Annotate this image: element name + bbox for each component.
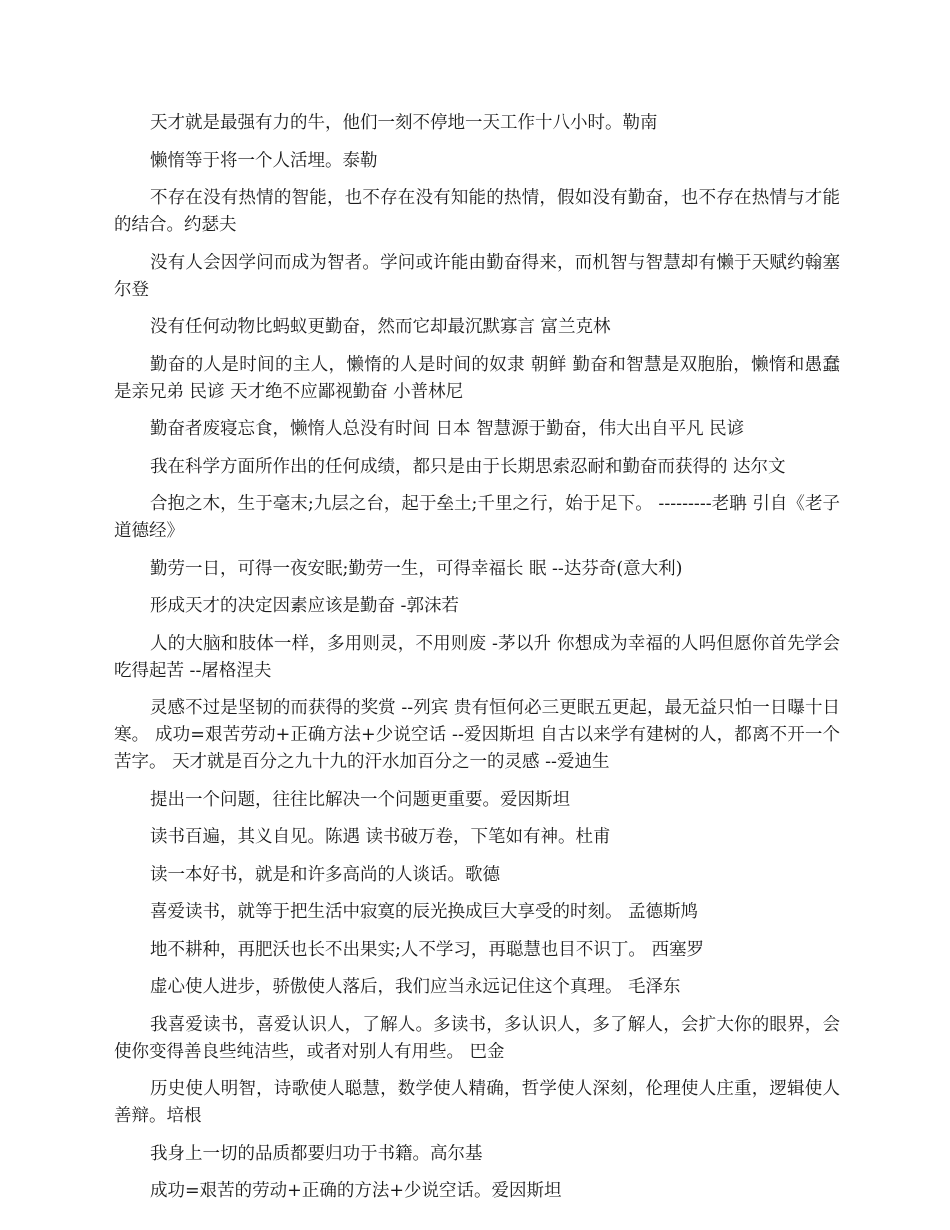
quote-paragraph-23: 成功=艰苦的劳动+正确的方法+少说空话。爱因斯坦 <box>150 1181 562 1201</box>
quote-paragraph-6: 勤奋的人是时间的主人，懒惰的人是时间的奴隶 朝鲜 勤奋和智慧是双胞胎，懒惰和愚蠢是亲兄弟 民谚 天才绝不应鄙视勤奋 小普林尼 <box>114 354 840 402</box>
quote-paragraph-12: 人的大脑和肢体一样，多用则灵，不用则废 -茅以升 你想成为幸福的人吗但愿你首先学会吃得起苦 --屠格涅夫 <box>114 633 840 681</box>
quote-paragraph-8: 我在科学方面所作出的任何成绩，都只是由于长期思索忍耐和勤奋而获得的 达尔文 <box>150 456 786 477</box>
quote-paragraph-7: 勤奋者废寝忘食，懒惰人总没有时间 日本 智慧源于勤奋，伟大出自平凡 民谚 <box>150 419 745 439</box>
quote-paragraph-22: 我身上一切的品质都要归功于书籍。高尔基 <box>150 1143 483 1164</box>
quote-paragraph-5: 没有任何动物比蚂蚁更勤奋，然而它却最沉默寡言 富兰克林 <box>150 317 611 337</box>
quote-paragraph-15: 读书百遍，其义自见。陈遇 读书破万卷，下笔如有神。杜甫 <box>150 827 611 847</box>
quote-paragraph-20: 我喜爱读书，喜爱认识人，了解人。多读书，多认识人，多了解人，会扩大你的眼界，会使你变得善良些纯洁些，或者对别人有用些。 巴金 <box>114 1014 840 1062</box>
quote-paragraph-2: 懒惰等于将一个人活埋。泰勒 <box>150 150 378 171</box>
quote-paragraph-13: 灵感不过是坚韧的而获得的奖赏 --列宾 贵有恒何必三更眠五更起，最无益只怕一日曝十日寒。 成功=艰苦劳动+正确方法+少说空话 --爱因斯坦 自古以来学有建树的人，都离不开一个苦字。 天才就是百分之九十九的汗水加百分之一的灵感 --爱迪生 <box>114 698 840 772</box>
quote-paragraph-9: 合抱之木，生于毫末;九层之台，起于垒土;千里之行，始于足下。 ---------老聃 引自《老子道德经》 <box>114 494 840 541</box>
quote-paragraph-11: 形成天才的决定因素应该是勤奋 -郭沫若 <box>150 596 459 616</box>
document-page <box>114 110 840 1216</box>
quote-paragraph-10: 勤劳一日，可得一夜安眠;勤劳一生，可得幸福长 眠 --达芬奇(意大利) <box>150 558 683 579</box>
quote-paragraph-19: 虚心使人进步，骄傲使人落后，我们应当永远记住这个真理。 毛泽东 <box>150 977 681 997</box>
quote-paragraph-4: 没有人会因学问而成为智者。学问或许能由勤奋得来，而机智与智慧却有懒于天赋约翰塞尔登 <box>114 252 840 300</box>
quote-paragraph-3: 不存在没有热情的智能，也不存在没有知能的热情，假如没有勤奋，也不存在热情与才能的结合。约瑟夫 <box>114 188 840 235</box>
quote-paragraph-1: 天才就是最强有力的牛，他们一刻不停地一天工作十八小时。勒南 <box>150 113 658 133</box>
quote-paragraph-14: 提出一个问题，往往比解决一个问题更重要。爱因斯坦 <box>150 789 570 810</box>
quote-paragraph-17: 喜爱读书，就等于把生活中寂寞的辰光换成巨大享受的时刻。 孟德斯鸠 <box>150 902 699 922</box>
quote-paragraph-18: 地不耕种，再肥沃也长不出果实;人不学习，再聪慧也目不识丁。 西塞罗 <box>150 939 704 960</box>
quote-paragraph-16: 读一本好书，就是和许多高尚的人谈话。歌德 <box>150 864 500 885</box>
quote-paragraph-21: 历史使人明智，诗歌使人聪慧，数学使人精确，哲学使人深刻，伦理使人庄重，逻辑使人善辩。培根 <box>114 1079 840 1126</box>
